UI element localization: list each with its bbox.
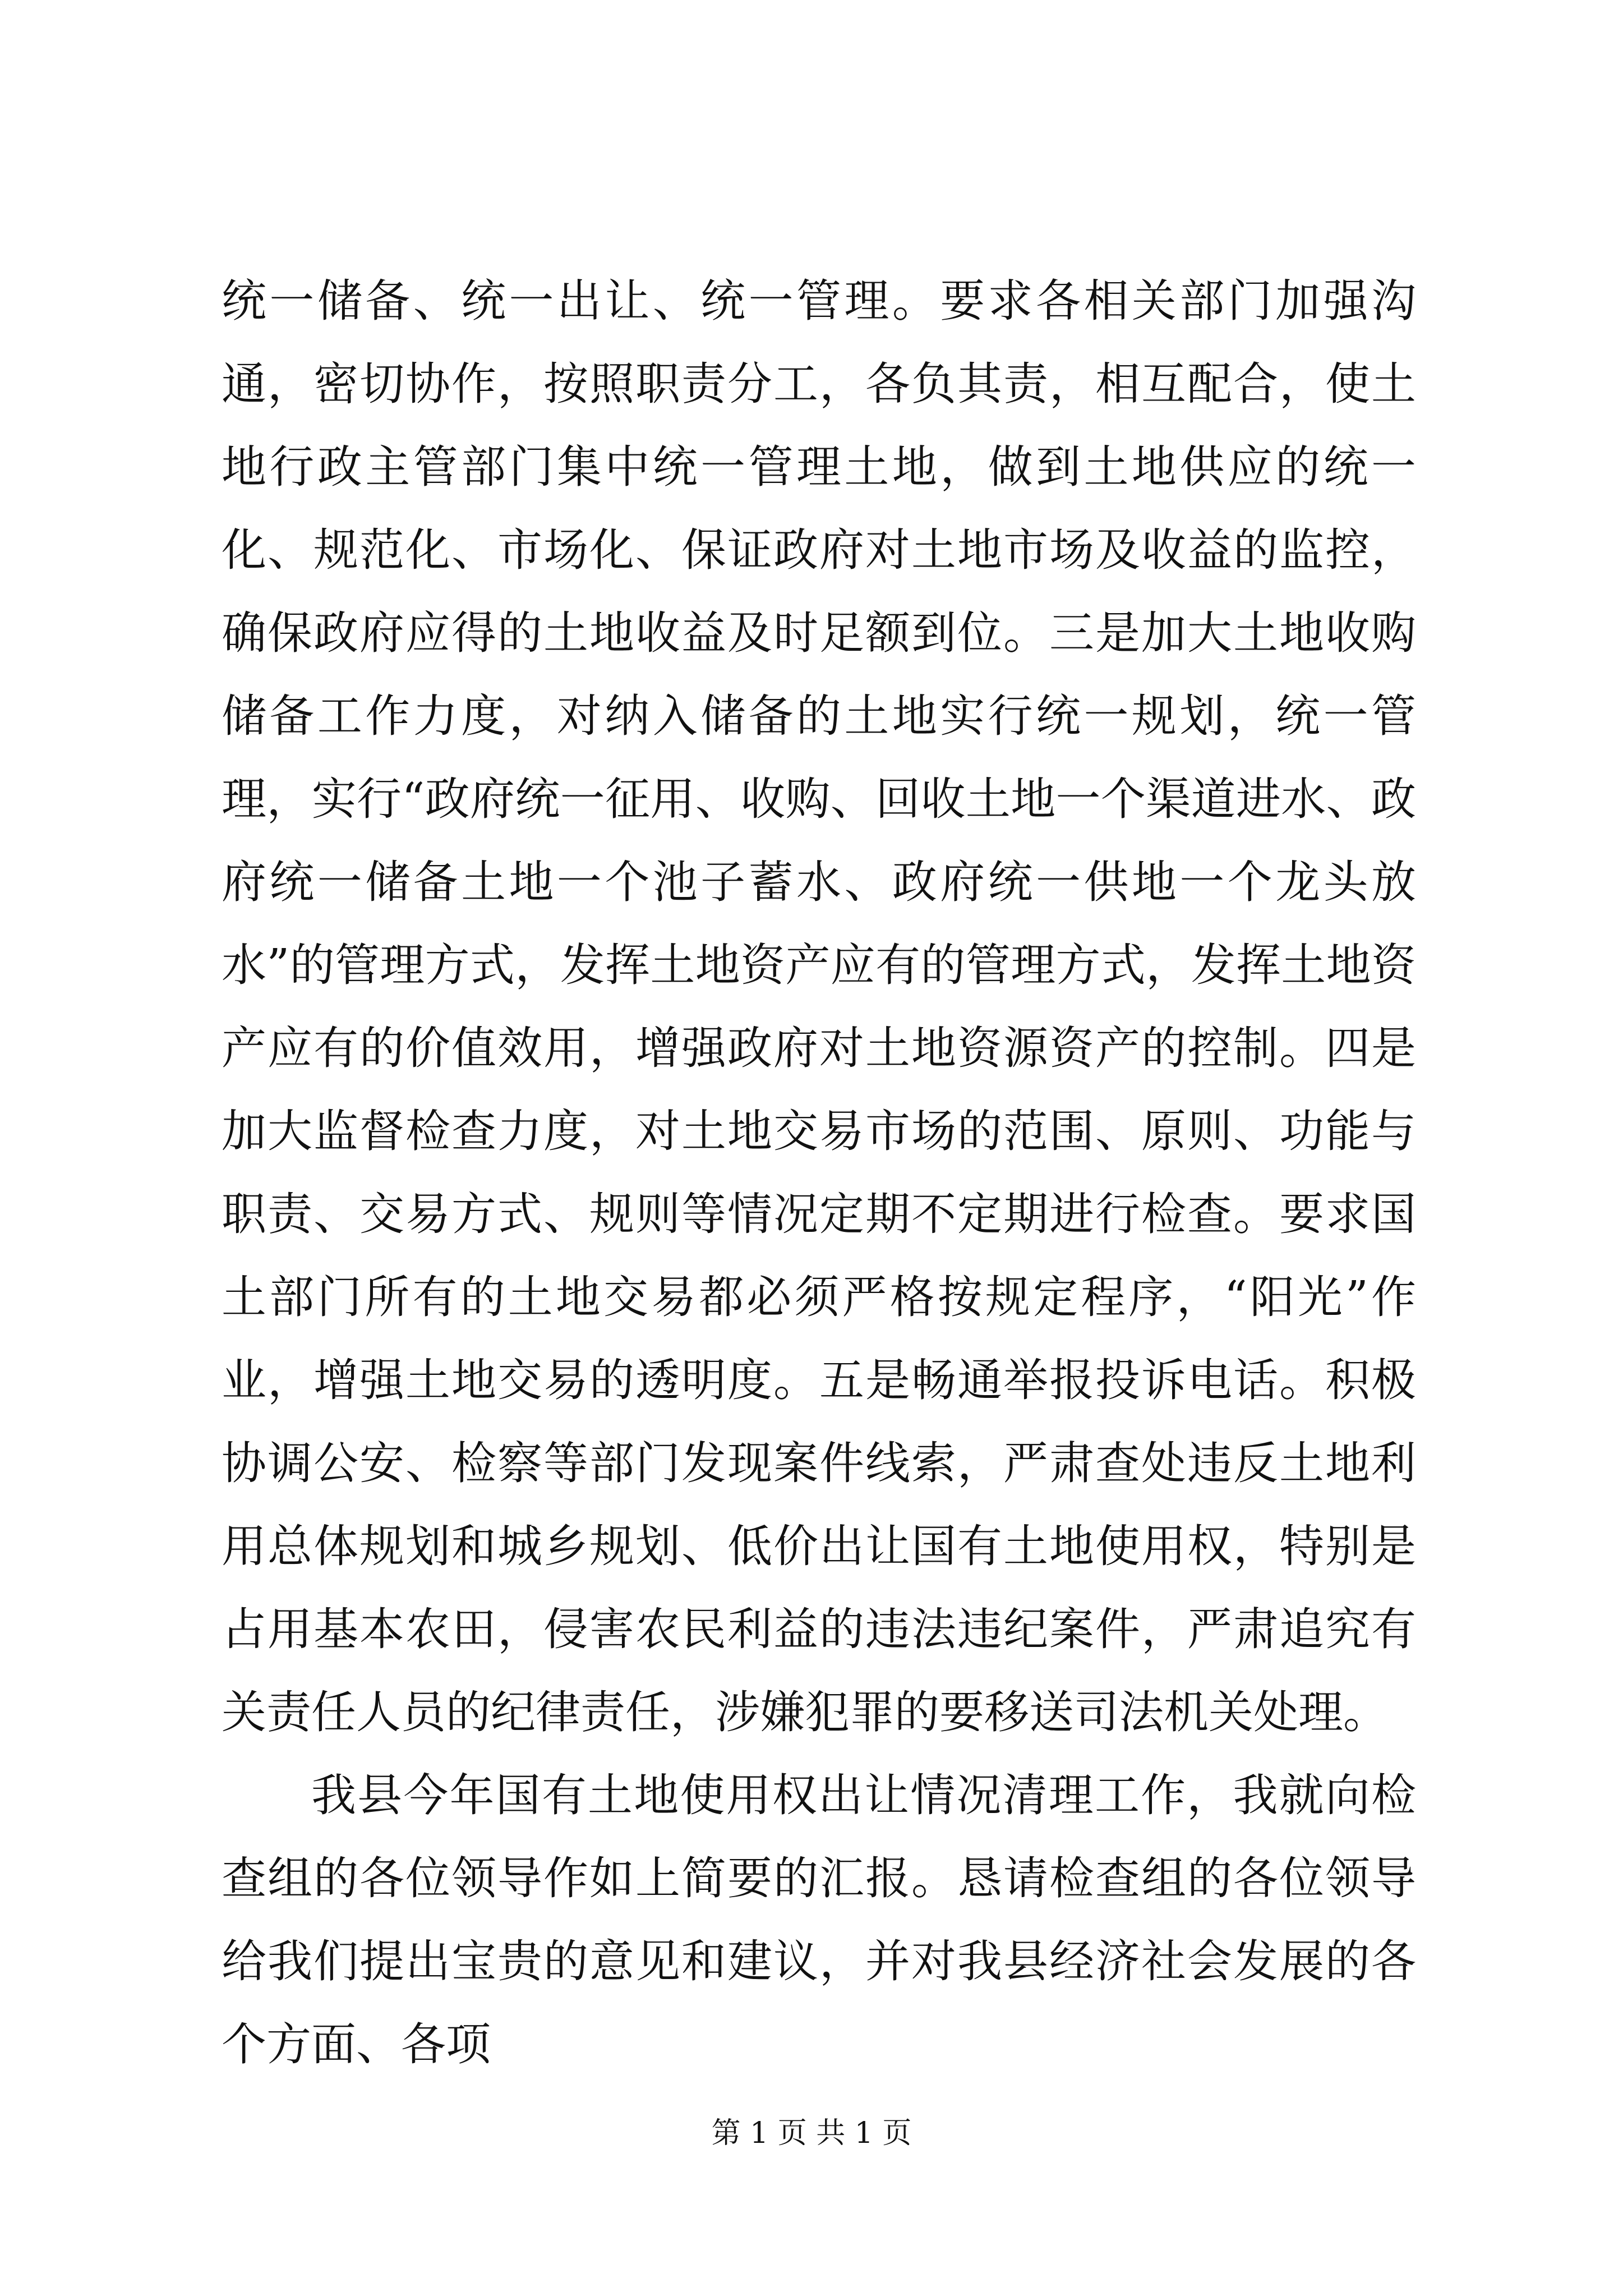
page-footer: 第 1 页 共 1 页 [711, 2116, 912, 2150]
paragraph-1: 统一储备、统一出让、统一管理。要求各相关部门加强沟通，密切协作，按照职责分工，各负其责，相互配合，使土地行政主管部门集中统一管理土地，做到土地供应的统一化、规范化、市场化、保证政府对土地市场及收益的监控，确保政府应得的土地收益及时足额到位。三是加大土地收购储备工作力度，对纳入储备的土地实行统一规划，统一管理，实行“政府统一征用、收购、回收土地一个渠道进水、政府统一储备土地一个池子蓄水、政府统一供地一个龙头放水”的管理方式，发挥土地资产应有的管理方式，发挥土地资产应有的价值效用，增强政府对土地资源资产的控制。四是加大监督检查力度，对土地交易市场的范围、原则、功能与职责、交易方式、规则等情况定期不定期进行检查。要求国土部门所有的土地交易都必须严格按规定程序，“阳光”作业，增强土地交易的透明度。五是畅通举报投诉电话。积极协调公安、检察等部门发现案件线索，严肃查处违反土地利用总体规划和城乡规划、低价出让国有土地使用权，特别是占用基本农田，侵害农民利益的违法违纪案件，严肃追究有关责任人员的纪律责任，涉嫌犯罪的要移送司法机关处理。 [222, 275, 1416, 1738]
document-body [222, 260, 1416, 2086]
paragraph-2: 我县今年国有土地使用权出让情况清理工作，我就向检查组的各位领导作如上简要的汇报。恳请检查组的各位领导给我们提出宝贵的意见和建议，并对我县经济社会发展的各个方面、各项 [222, 1769, 1416, 2070]
